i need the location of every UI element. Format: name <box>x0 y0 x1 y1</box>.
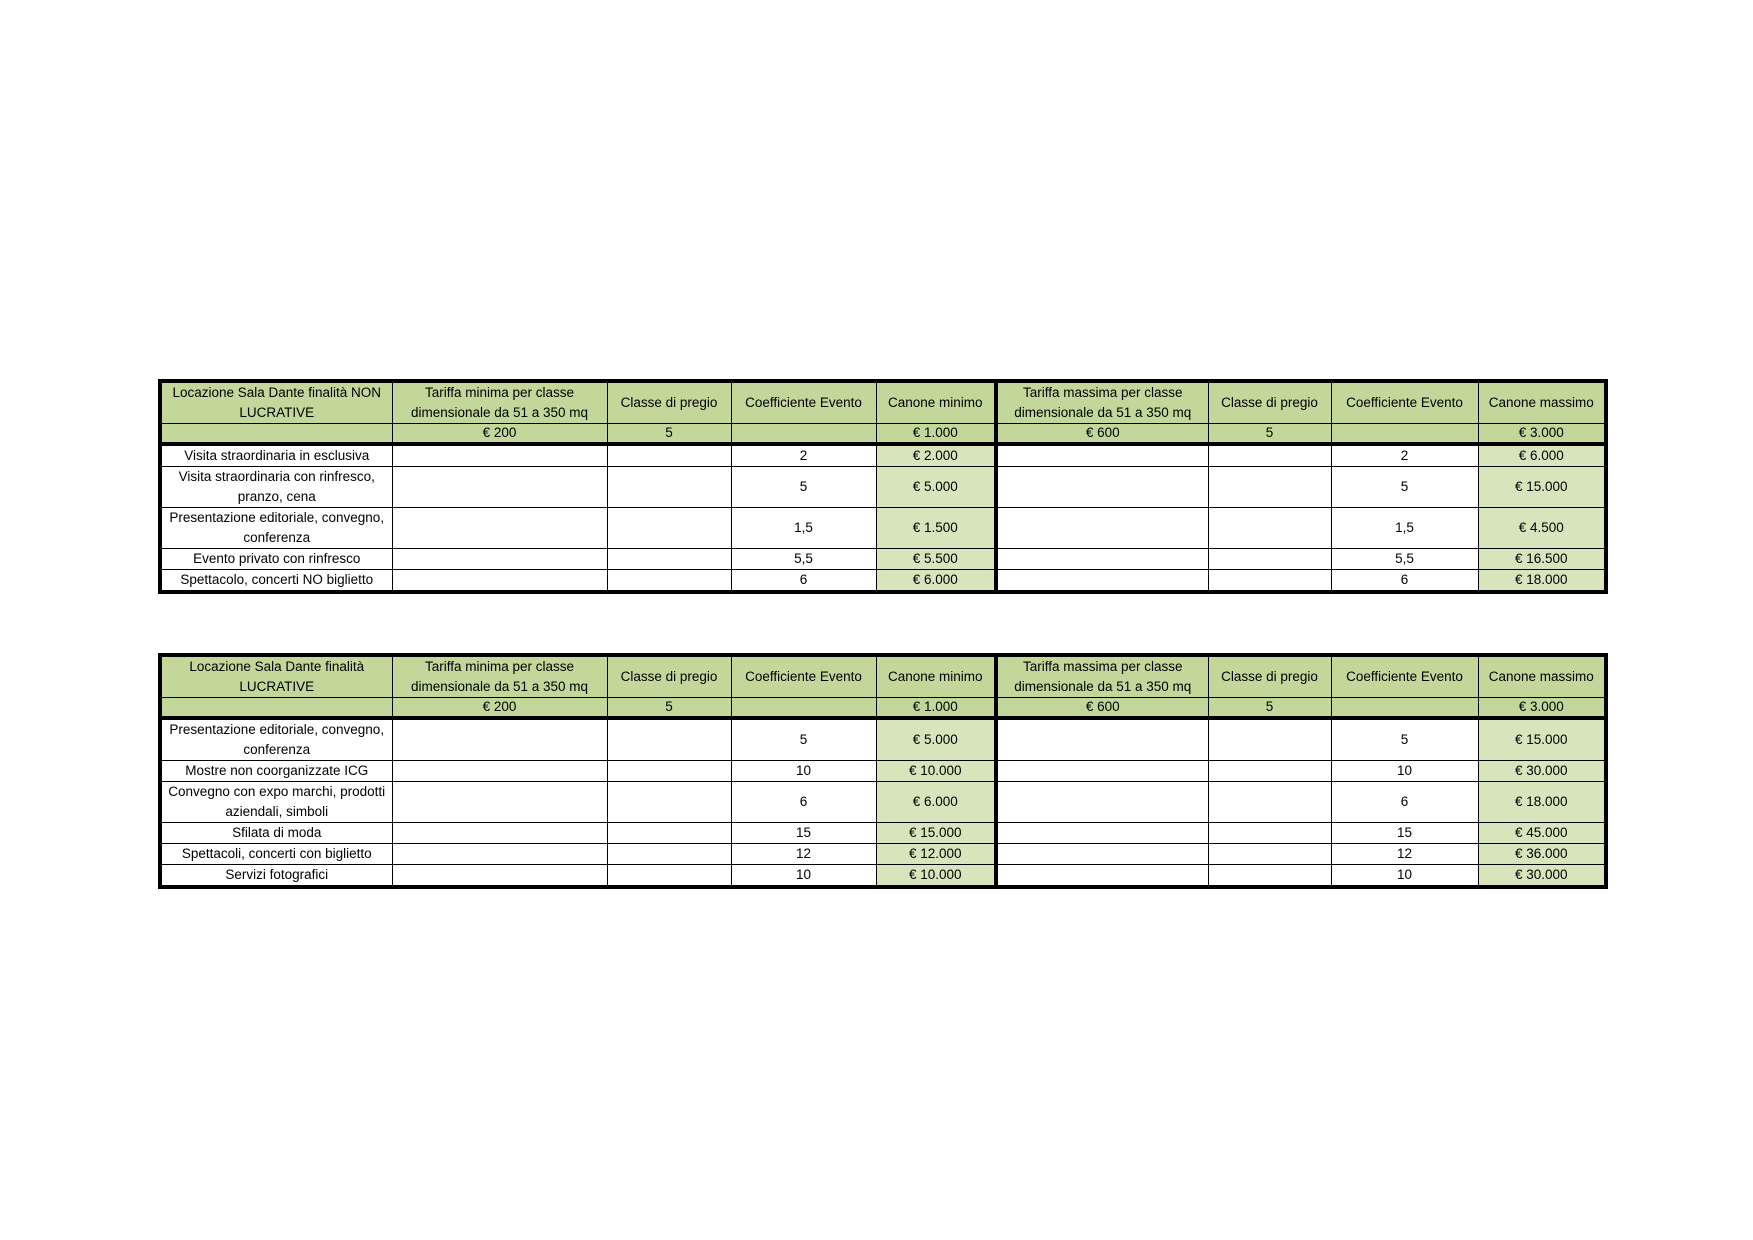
empty-cell <box>996 823 1208 844</box>
base-tariffa-max: € 600 <box>996 698 1208 719</box>
table-title: Locazione Sala Dante finalità LUCRATIVE <box>160 655 392 698</box>
header-coefficiente-max: Coefficiente Evento <box>1331 381 1478 424</box>
base-tariffa-max: € 600 <box>996 424 1208 445</box>
row-coef-min: 6 <box>731 570 876 593</box>
tariff-table-lucrative <box>158 653 1608 889</box>
row-canone-max: € 18.000 <box>1478 782 1606 823</box>
empty-cell <box>607 823 731 844</box>
base-values-row <box>160 424 1606 445</box>
row-coef-max: 6 <box>1331 782 1478 823</box>
empty-cell <box>392 823 607 844</box>
row-coef-min: 6 <box>731 782 876 823</box>
row-label: Visita straordinaria in esclusiva <box>160 444 392 467</box>
empty-cell <box>1208 467 1331 508</box>
row-canone-max: € 18.000 <box>1478 570 1606 593</box>
row-canone-max: € 6.000 <box>1478 444 1606 467</box>
row-canone-min: € 6.000 <box>876 570 996 593</box>
table-row <box>160 782 1606 823</box>
empty-cell <box>996 508 1208 549</box>
empty-cell <box>1208 865 1331 888</box>
table-row <box>160 865 1606 888</box>
row-label: Spettacoli, concerti con biglietto <box>160 844 392 865</box>
base-classe-min: 5 <box>607 424 731 445</box>
row-canone-min: € 12.000 <box>876 844 996 865</box>
empty-cell <box>392 549 607 570</box>
empty-cell <box>996 549 1208 570</box>
tariff-table-non-lucrative <box>158 379 1608 594</box>
row-canone-max: € 36.000 <box>1478 844 1606 865</box>
row-coef-min: 1,5 <box>731 508 876 549</box>
empty-cell <box>996 865 1208 888</box>
base-tariffa-min: € 200 <box>392 698 607 719</box>
row-canone-min: € 6.000 <box>876 782 996 823</box>
base-coef-min <box>731 424 876 445</box>
header-tariffa-massima: Tariffa massima per classe dimensionale da 51 a 350 mq <box>996 381 1208 424</box>
row-canone-max: € 4.500 <box>1478 508 1606 549</box>
empty-cell <box>996 761 1208 782</box>
empty-cell <box>392 718 607 761</box>
empty-cell <box>996 718 1208 761</box>
row-canone-min: € 2.000 <box>876 444 996 467</box>
row-label: Sfilata di moda <box>160 823 392 844</box>
empty-cell <box>996 570 1208 593</box>
base-coef-max <box>1331 698 1478 719</box>
row-label: Mostre non coorganizzate ICG <box>160 761 392 782</box>
table-row <box>160 444 1606 467</box>
row-canone-max: € 30.000 <box>1478 761 1606 782</box>
table-row <box>160 508 1606 549</box>
row-label: Evento privato con rinfresco <box>160 549 392 570</box>
row-canone-min: € 5.000 <box>876 718 996 761</box>
base-values-row <box>160 698 1606 719</box>
empty-cell <box>607 444 731 467</box>
row-coef-max: 6 <box>1331 570 1478 593</box>
empty-cell <box>607 508 731 549</box>
row-coef-min: 15 <box>731 823 876 844</box>
row-coef-max: 2 <box>1331 444 1478 467</box>
header-tariffa-massima: Tariffa massima per classe dimensionale da 51 a 350 mq <box>996 655 1208 698</box>
base-canone-min: € 1.000 <box>876 424 996 445</box>
base-canone-max: € 3.000 <box>1478 424 1606 445</box>
empty-cell <box>607 761 731 782</box>
row-canone-min: € 10.000 <box>876 761 996 782</box>
row-coef-min: 10 <box>731 865 876 888</box>
base-coef-min <box>731 698 876 719</box>
table-row <box>160 823 1606 844</box>
base-tariffa-min: € 200 <box>392 424 607 445</box>
empty-cell <box>607 865 731 888</box>
empty-cell <box>392 844 607 865</box>
row-label: Visita straordinaria con rinfresco, pranzo, cena <box>160 467 392 508</box>
row-canone-max: € 15.000 <box>1478 467 1606 508</box>
table-row <box>160 467 1606 508</box>
base-label-cell <box>160 698 392 719</box>
empty-cell <box>996 444 1208 467</box>
row-canone-min: € 5.000 <box>876 467 996 508</box>
header-row <box>160 381 1606 424</box>
empty-cell <box>607 467 731 508</box>
table-row <box>160 761 1606 782</box>
empty-cell <box>607 782 731 823</box>
header-classe-pregio-min: Classe di pregio <box>607 655 731 698</box>
row-coef-max: 10 <box>1331 761 1478 782</box>
row-canone-max: € 30.000 <box>1478 865 1606 888</box>
header-classe-pregio-min: Classe di pregio <box>607 381 731 424</box>
header-tariffa-minima: Tariffa minima per classe dimensionale da 51 a 350 mq <box>392 655 607 698</box>
empty-cell <box>392 444 607 467</box>
row-canone-min: € 15.000 <box>876 823 996 844</box>
empty-cell <box>1208 844 1331 865</box>
row-label: Convegno con expo marchi, prodotti aziendali, simboli <box>160 782 392 823</box>
row-coef-min: 5,5 <box>731 549 876 570</box>
row-canone-max: € 45.000 <box>1478 823 1606 844</box>
row-coef-min: 5 <box>731 718 876 761</box>
empty-cell <box>607 549 731 570</box>
row-label: Presentazione editoriale, convegno, conferenza <box>160 718 392 761</box>
table-row <box>160 549 1606 570</box>
header-canone-minimo: Canone minimo <box>876 381 996 424</box>
row-coef-min: 5 <box>731 467 876 508</box>
empty-cell <box>1208 761 1331 782</box>
row-coef-min: 12 <box>731 844 876 865</box>
base-classe-max: 5 <box>1208 424 1331 445</box>
base-classe-max: 5 <box>1208 698 1331 719</box>
empty-cell <box>392 570 607 593</box>
base-label-cell <box>160 424 392 445</box>
row-coef-min: 10 <box>731 761 876 782</box>
row-canone-min: € 5.500 <box>876 549 996 570</box>
row-coef-max: 1,5 <box>1331 508 1478 549</box>
empty-cell <box>996 782 1208 823</box>
empty-cell <box>392 467 607 508</box>
empty-cell <box>1208 823 1331 844</box>
empty-cell <box>996 467 1208 508</box>
header-coefficiente-max: Coefficiente Evento <box>1331 655 1478 698</box>
header-classe-pregio-max: Classe di pregio <box>1208 381 1331 424</box>
empty-cell <box>1208 718 1331 761</box>
header-classe-pregio-max: Classe di pregio <box>1208 655 1331 698</box>
header-coefficiente-min: Coefficiente Evento <box>731 381 876 424</box>
table-row <box>160 718 1606 761</box>
empty-cell <box>392 782 607 823</box>
empty-cell <box>392 865 607 888</box>
row-coef-max: 5 <box>1331 718 1478 761</box>
table-title: Locazione Sala Dante finalità NON LUCRATIVE <box>160 381 392 424</box>
empty-cell <box>607 570 731 593</box>
header-tariffa-minima: Tariffa minima per classe dimensionale da 51 a 350 mq <box>392 381 607 424</box>
header-coefficiente-min: Coefficiente Evento <box>731 655 876 698</box>
base-canone-max: € 3.000 <box>1478 698 1606 719</box>
empty-cell <box>392 761 607 782</box>
row-canone-max: € 16.500 <box>1478 549 1606 570</box>
row-canone-min: € 10.000 <box>876 865 996 888</box>
empty-cell <box>1208 549 1331 570</box>
row-coef-max: 12 <box>1331 844 1478 865</box>
header-row <box>160 655 1606 698</box>
row-canone-max: € 15.000 <box>1478 718 1606 761</box>
table-row <box>160 844 1606 865</box>
header-canone-massimo: Canone massimo <box>1478 381 1606 424</box>
empty-cell <box>1208 508 1331 549</box>
empty-cell <box>607 844 731 865</box>
base-classe-min: 5 <box>607 698 731 719</box>
empty-cell <box>1208 782 1331 823</box>
row-coef-max: 10 <box>1331 865 1478 888</box>
row-coef-max: 15 <box>1331 823 1478 844</box>
empty-cell <box>392 508 607 549</box>
row-canone-min: € 1.500 <box>876 508 996 549</box>
empty-cell <box>1208 570 1331 593</box>
empty-cell <box>996 844 1208 865</box>
row-label: Presentazione editoriale, convegno, conferenza <box>160 508 392 549</box>
row-label: Spettacolo, concerti NO biglietto <box>160 570 392 593</box>
empty-cell <box>607 718 731 761</box>
row-coef-max: 5 <box>1331 467 1478 508</box>
row-coef-max: 5,5 <box>1331 549 1478 570</box>
base-canone-min: € 1.000 <box>876 698 996 719</box>
header-canone-massimo: Canone massimo <box>1478 655 1606 698</box>
header-canone-minimo: Canone minimo <box>876 655 996 698</box>
row-coef-min: 2 <box>731 444 876 467</box>
table-row <box>160 570 1606 593</box>
row-label: Servizi fotografici <box>160 865 392 888</box>
empty-cell <box>1208 444 1331 467</box>
base-coef-max <box>1331 424 1478 445</box>
